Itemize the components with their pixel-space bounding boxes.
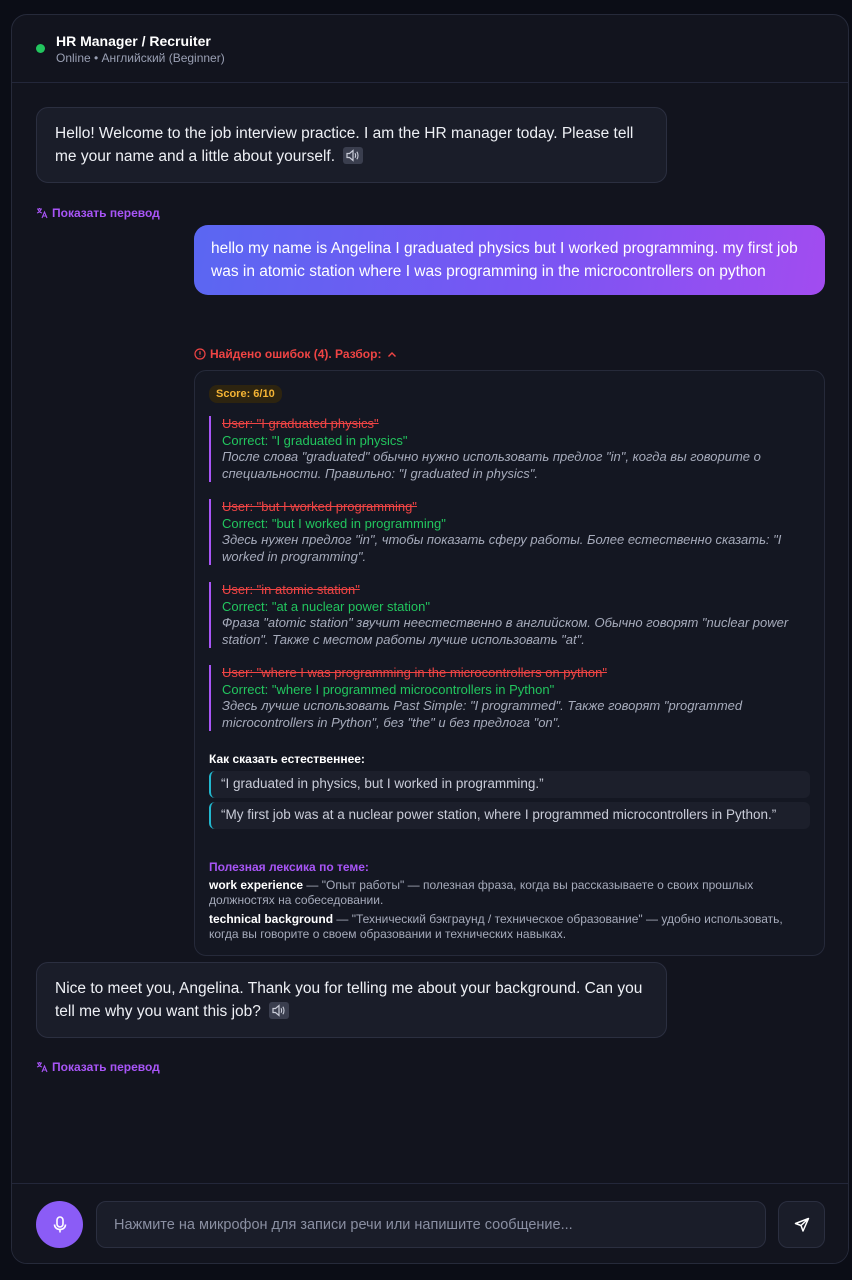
vocab-definition: — "Технический бэкграунд / техническое образование" — удобно использовать, когда вы говорите о своем образовании и технических навыках. xyxy=(209,912,783,941)
chat-header xyxy=(12,15,848,83)
mistake-user: User: "I graduated physics" xyxy=(222,416,379,431)
mistake-correct: Correct: "but I worked in programming" xyxy=(222,515,446,531)
mistake-item xyxy=(209,499,809,565)
bot-message xyxy=(36,962,667,1038)
mistake-correct: Correct: "where I programmed microcontrollers in Python" xyxy=(222,681,555,697)
mistake-correct: Correct: "I graduated in physics" xyxy=(222,432,408,448)
bot-message-text: Nice to meet you, Angelina. Thank you for telling me about your background. Can you tell me why you want this job? xyxy=(55,980,643,1020)
microphone-icon xyxy=(52,1216,68,1234)
message-input[interactable] xyxy=(96,1201,766,1248)
chat-app xyxy=(11,14,849,1264)
mistake-explanation: После слова "graduated" обычно нужно использовать предлог "in", когда вы говорите о специальности. Правильно: "I graduated in physics". xyxy=(222,449,761,481)
header-text xyxy=(56,33,225,65)
mistake-item xyxy=(209,665,809,731)
agent-name: HR Manager / Recruiter xyxy=(56,32,211,49)
bot-message-text: Hello! Welcome to the job interview practice. I am the HR manager today. Please tell me your name and a little about yourself. xyxy=(55,125,634,165)
translate-icon xyxy=(36,207,48,219)
vocab-term: technical background xyxy=(209,912,334,926)
mistake-explanation: Здесь лучше использовать Past Simple: "I programmed". Также говорят "programmed microcontrollers in Python", без "the" и без предлога "on". xyxy=(222,698,743,730)
mistake-item xyxy=(209,416,809,482)
vocab-term: work experience xyxy=(209,878,304,892)
chat-messages xyxy=(12,84,848,1185)
microphone-button[interactable] xyxy=(36,1201,83,1248)
mistake-explanation: Здесь нужен предлог "in", чтобы показать сферу работы. Более естественно сказать: "I worked in programming". xyxy=(222,532,782,564)
show-translation-link[interactable] xyxy=(36,206,160,220)
vocab-item xyxy=(209,878,809,908)
show-translation-label: Показать перевод xyxy=(52,1060,160,1074)
mistake-user: User: "in atomic station" xyxy=(222,582,360,597)
message-composer xyxy=(12,1183,848,1263)
mistake-item xyxy=(209,582,809,648)
alert-circle-icon xyxy=(194,348,206,360)
online-status-dot xyxy=(36,44,45,53)
user-message-text: hello my name is Angelina I graduated physics but I worked programming. my first job was in atomic station where I was programming in the microcontrollers on python xyxy=(211,240,798,280)
vocab-definition: — "Опыт работы" — полезная фраза, когда вы рассказываете о своих прошлых должностях на собеседовании. xyxy=(209,878,754,907)
vocab-title: Полезная лексика по теме: xyxy=(209,860,369,874)
errors-toggle-label: Найдено ошибок (4). Разбор: xyxy=(210,347,382,361)
send-button[interactable] xyxy=(778,1201,825,1248)
chevron-up-icon xyxy=(387,351,397,358)
score-badge: Score: 6/10 xyxy=(209,385,282,403)
feedback-panel xyxy=(194,370,825,956)
agent-status: Online • Английский (Beginner) xyxy=(56,50,225,65)
send-icon xyxy=(794,1217,810,1233)
bot-message xyxy=(36,107,667,183)
natural-phrase: “My first job was at a nuclear power station, where I programmed microcontrollers in Python.” xyxy=(209,802,810,829)
speaker-icon[interactable] xyxy=(269,1002,289,1019)
vocab-item xyxy=(209,912,809,942)
mistake-explanation: Фраза "atomic station" звучит неестественно в английском. Обычно говорят "nuclear power station". Также с местом работы лучше использовать "at". xyxy=(222,615,789,647)
speaker-icon[interactable] xyxy=(343,147,363,164)
natural-phrase: “I graduated in physics, but I worked in programming.” xyxy=(209,771,810,798)
mistake-user: User: "but I worked programming" xyxy=(222,499,417,514)
translate-icon xyxy=(36,1061,48,1073)
errors-toggle[interactable] xyxy=(194,347,397,361)
mistake-user: User: "where I was programming in the microcontrollers on python" xyxy=(222,665,607,680)
show-translation-label: Показать перевод xyxy=(52,206,160,220)
user-message xyxy=(194,225,825,295)
natural-phrases-title: Как сказать естественнее: xyxy=(209,752,365,766)
show-translation-link[interactable] xyxy=(36,1060,160,1074)
mistake-correct: Correct: "at a nuclear power station" xyxy=(222,598,430,614)
